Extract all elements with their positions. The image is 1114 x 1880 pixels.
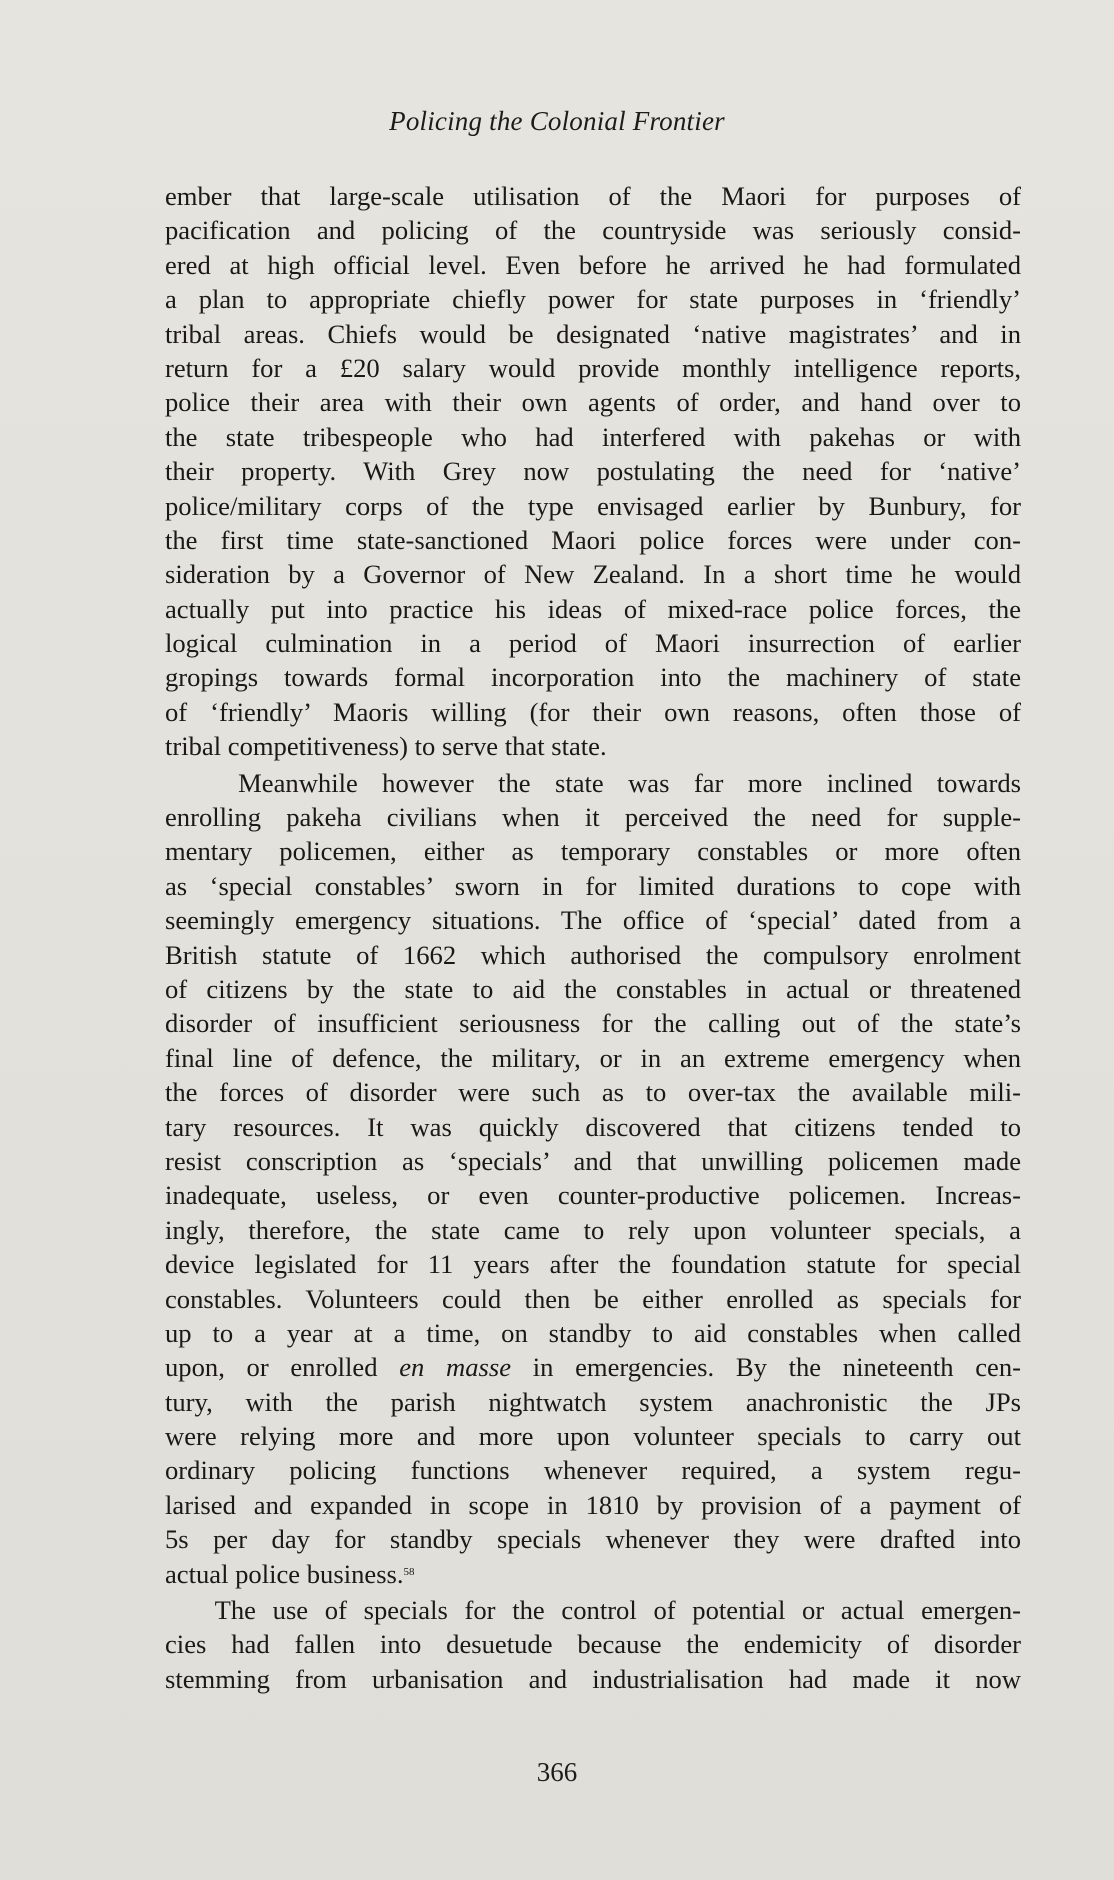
text-line: ered at high official level. Even before he arrived he had formulated: [165, 249, 1021, 280]
text-line: sideration by a Governor of New Zealand. In a short time he would: [165, 559, 1021, 590]
text-line: disorder of insufficient seriousness for the calling out of the state’s: [165, 1008, 1021, 1039]
text-line: actually put into practice his ideas of mixed-race police forces, the: [165, 593, 1021, 624]
running-head: Policing the Colonial Frontier: [389, 106, 725, 136]
text-line: logical culmination in a period of Maori insurrection of earlier: [165, 628, 1021, 659]
text-line: their property. With Grey now postulating the need for ‘native’: [165, 456, 1021, 487]
text-line: final line of defence, the military, or in an extreme emergency when: [165, 1042, 1021, 1073]
text-line-with-footnote: [165, 1557, 1021, 1591]
text-line: of ‘friendly’ Maoris willing (for their own reasons, often those of: [165, 696, 1021, 727]
text-line: the state tribespeople who had interfered with pakehas or with: [165, 421, 1021, 452]
text-line: the forces of disorder were such as to over-tax the available mili-: [165, 1077, 1021, 1108]
text-line: tury, with the parish nightwatch system anachronistic the JPs: [165, 1386, 1021, 1417]
body-text: [165, 179, 1021, 1696]
text-line: ingly, therefore, the state came to rely upon volunteer specials, a: [165, 1214, 1021, 1245]
text-line: a plan to appropriate chiefly power for state purposes in ‘friendly’: [165, 284, 1021, 315]
text-line: actual police business.: [165, 1558, 404, 1589]
text-line: cies had fallen into desuetude because the endemicity of disorder: [165, 1629, 1021, 1660]
text-line: were relying more and more upon volunteer specials to carry out: [165, 1421, 1021, 1452]
text-line: mentary policemen, either as temporary constables or more often: [165, 836, 1021, 867]
text-line: upon, or enrolled en masse in emergencies. By the nineteenth cen-: [165, 1352, 1021, 1383]
text-line: police/military corps of the type envisaged earlier by Bunbury, for: [165, 490, 1021, 521]
text-line: larised and expanded in scope in 1810 by provision of a payment of: [165, 1489, 1021, 1520]
text-line: pacification and policing of the countryside was seriously consid-: [165, 215, 1021, 246]
text-line: device legislated for 11 years after the foundation statute for special: [165, 1249, 1021, 1280]
text-line: stemming from urbanisation and industrialisation had made it now: [165, 1663, 1021, 1694]
text-line: as ‘special constables’ sworn in for limited durations to cope with: [165, 870, 1021, 901]
text-line: British statute of 1662 which authorised the compulsory enrolment: [165, 939, 1021, 970]
text-line: return for a £20 salary would provide monthly intelligence reports,: [165, 352, 1021, 383]
text-line: The use of specials for the control of potential or actual emergen-: [165, 1595, 1021, 1626]
text-line: inadequate, useless, or even counter-productive policemen. Increas-: [165, 1180, 1021, 1211]
text-line: seemingly emergency situations. The office of ‘special’ dated from a: [165, 905, 1021, 936]
text-line: tary resources. It was quickly discovered that citizens tended to: [165, 1111, 1021, 1142]
text-line: tribal competitiveness) to serve that state.: [165, 731, 607, 762]
paragraph: [165, 179, 1021, 764]
text-line: ember that large-scale utilisation of the Maori for purposes of: [165, 181, 1021, 211]
text-line: ordinary policing functions whenever required, a system regu-: [165, 1455, 1021, 1486]
text-line: Meanwhile however the state was far more inclined towards: [165, 767, 1021, 798]
emphasis: en masse: [399, 1352, 512, 1383]
paragraph: [165, 766, 1021, 1591]
text-line: 5s per day for standby specials whenever they were drafted into: [165, 1524, 1021, 1555]
text-line: of citizens by the state to aid the constables in actual or threatened: [165, 973, 1021, 1004]
text-line: enrolling pakeha civilians when it perceived the need for supple-: [165, 802, 1021, 833]
text-line: the first time state-sanctioned Maori police forces were under con-: [165, 524, 1021, 555]
paragraph: [165, 1593, 1021, 1696]
text-line: police their area with their own agents of order, and hand over to: [165, 387, 1021, 418]
text-line: resist conscription as ‘specials’ and that unwilling policemen made: [165, 1145, 1021, 1176]
page-number: 366: [536, 1757, 578, 1787]
text-line: tribal areas. Chiefs would be designated ‘native magistrates’ and in: [165, 318, 1021, 349]
text-line: constables. Volunteers could then be either enrolled as specials for: [165, 1283, 1021, 1314]
text-line: gropings towards formal incorporation into the machinery of state: [165, 662, 1021, 693]
footnote-reference: 58: [403, 1565, 415, 1578]
text-line: up to a year at a time, on standby to aid constables when called: [165, 1317, 1021, 1348]
